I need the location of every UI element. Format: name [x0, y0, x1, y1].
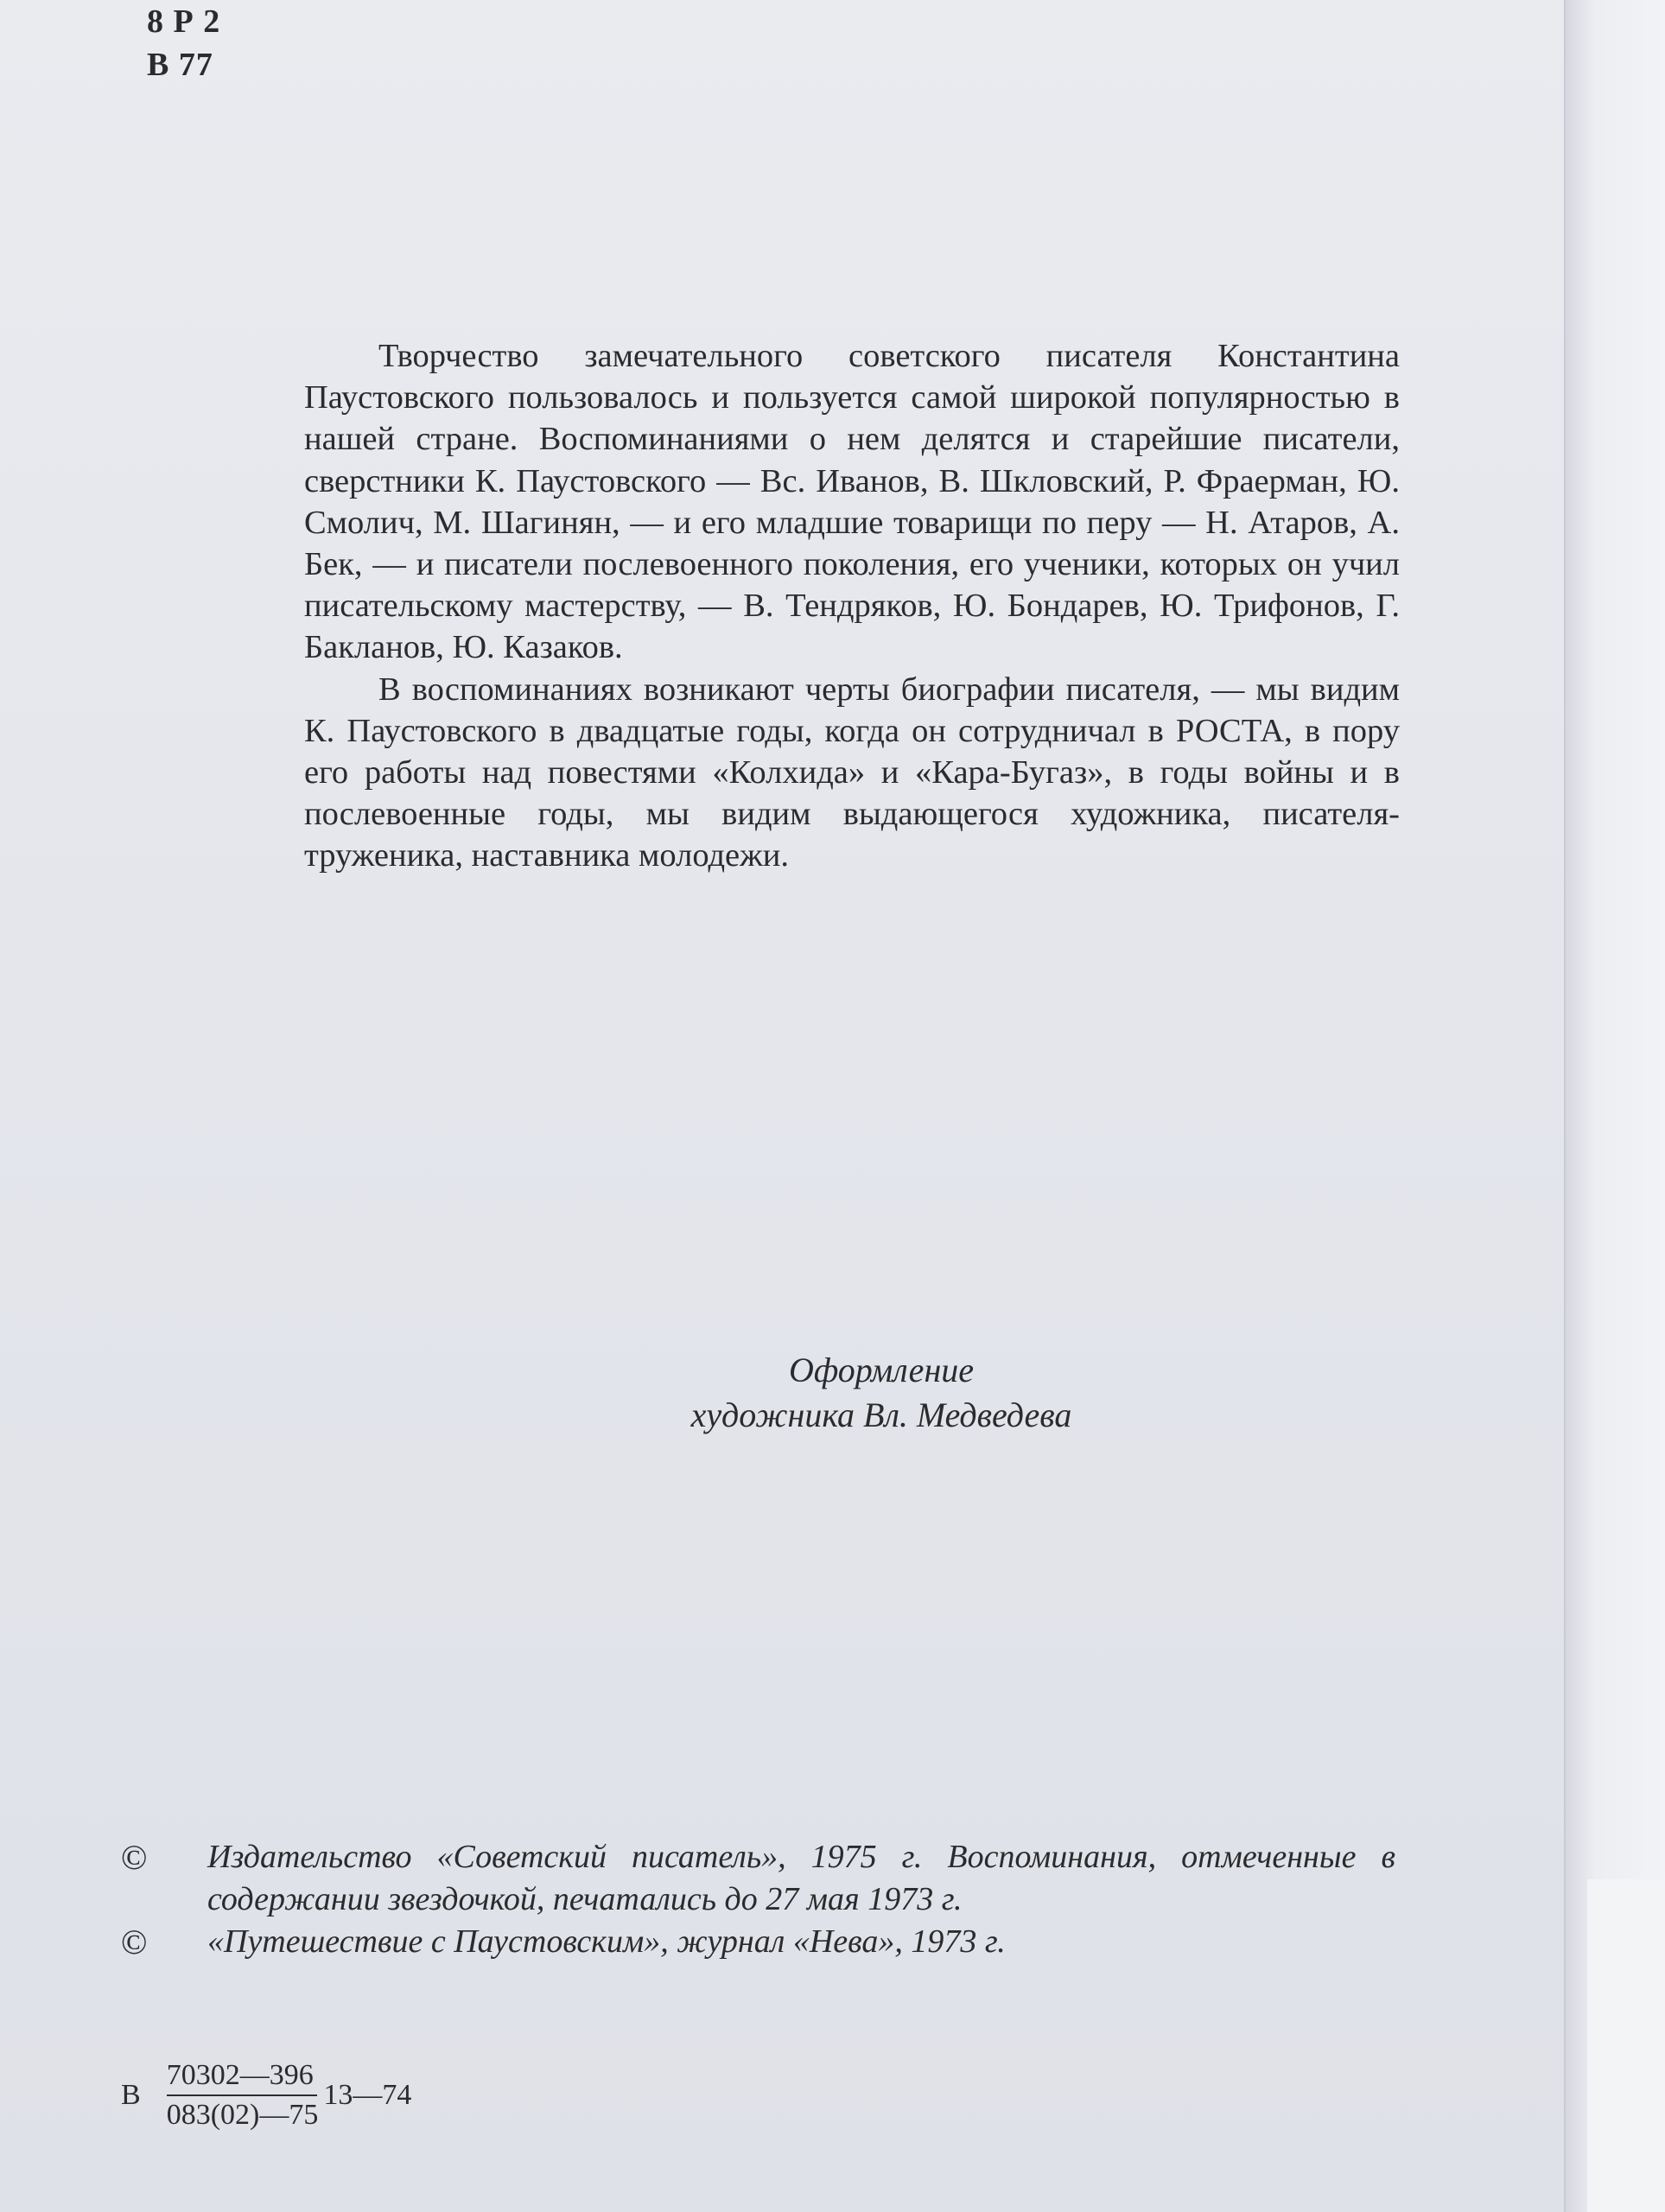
- design-credit-line: Оформление: [788, 1351, 975, 1389]
- copyright-text: Издательство «Советский писатель», 1975 г. Воспоминания, отмеченные в содержании звездочкой, печатались до 27 мая 1973 г.: [207, 1839, 1395, 1917]
- design-credit-artist: художника Вл. Медведева: [690, 1395, 1072, 1434]
- annotation-paragraph: В воспоминаниях возникают черты биографии писателя, — мы видим К. Паустовского в двадцатые годы, когда он сотрудничал в РОСТА, в пору его работы над повестями «Колхида» и «Кара-Бугаз», в годы войны и в послевоенные годы, мы видим выдающегося художника, писателя-труженика, наставника молодежи.: [304, 671, 1400, 874]
- index-denominator: 083(02)—75: [166, 2099, 319, 2131]
- copyright-text: «Путешествие с Паустовским», журнал «Нева», 1973 г.: [207, 1923, 1006, 1960]
- annotation-paragraph: Творчество замечательного советского писателя Константина Паустовского пользовалось и пользуется самой широкой популярностью в нашей стране. Воспоминаниями о нем делятся и старейшие писатели, сверстники К. Паустовского — Вс. Иванов, В. Шкловский, Р. Фраерман, Ю. Смолич, М. Шагинян, — и его младшие товарищи по перу — Н. Атаров, А. Бек, — и писатели послевоенного поколения, его ученики, которых он учил писательскому мастерству, — В. Тендряков, Ю. Бондарев, Ю. Трифонов, Г. Бакланов, Ю. Казаков.: [304, 338, 1400, 666]
- index-suffix: 13—74: [323, 2079, 412, 2111]
- page-edge-bottom: [1587, 1879, 1665, 2212]
- copyright-sign-icon: ©: [121, 1923, 148, 1961]
- author-mark: В 77: [147, 47, 213, 83]
- copyright-entry: [121, 1921, 1395, 1963]
- design-credit: [536, 1348, 1227, 1438]
- copyright-sign-icon: ©: [121, 1838, 148, 1877]
- copyright-block: [121, 1836, 1395, 1963]
- library-codes: [147, 0, 220, 86]
- index-fraction: [167, 2056, 319, 2134]
- index-numerator: 70302—396: [167, 2056, 317, 2096]
- bbk-code: 8 Р 2: [147, 3, 221, 40]
- publication-index: [121, 2056, 411, 2134]
- annotation: [304, 335, 1400, 877]
- index-letter: В: [121, 2079, 141, 2111]
- copyright-entry: [121, 1836, 1395, 1921]
